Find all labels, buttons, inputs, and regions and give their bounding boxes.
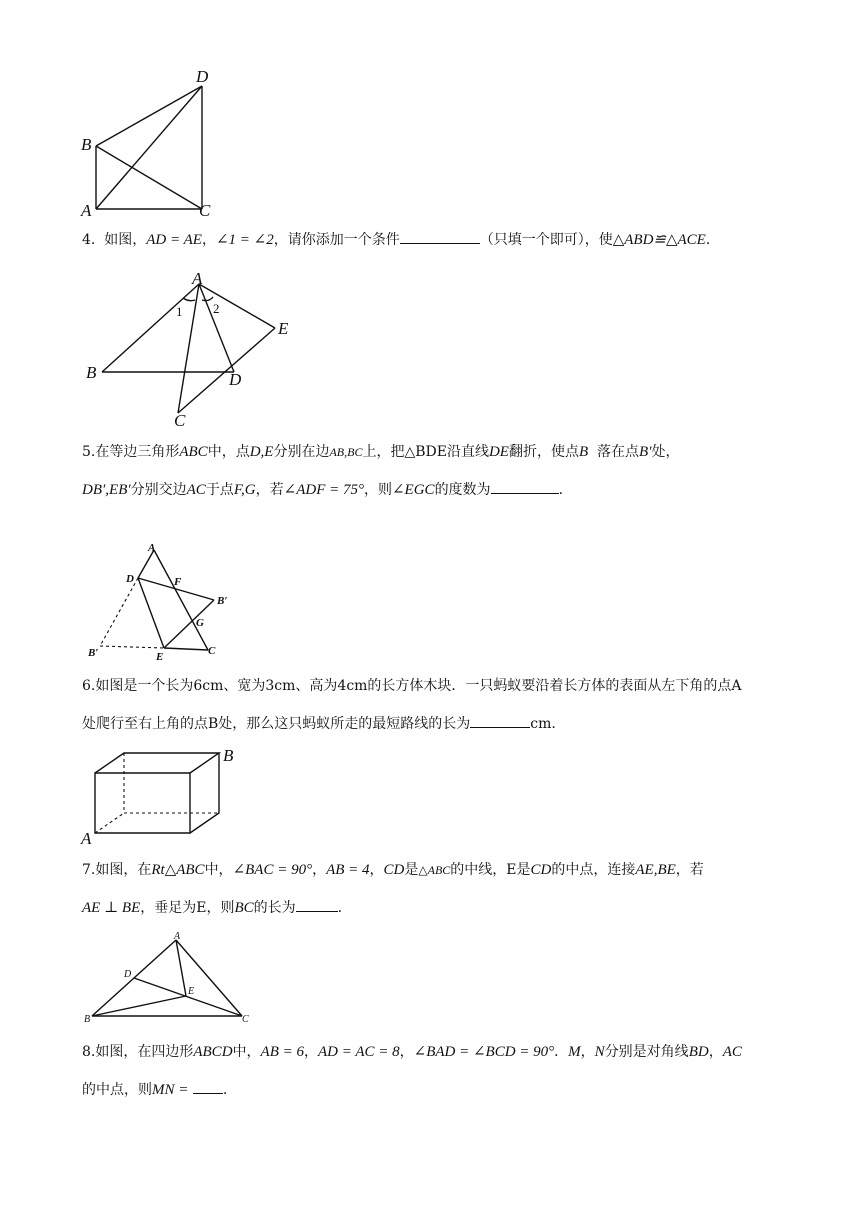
label-c: C: [242, 1014, 249, 1025]
segment-bc: [96, 146, 202, 209]
label-e: E: [156, 651, 164, 663]
label-f: F: [174, 576, 182, 588]
box-right-edges: [190, 753, 219, 833]
answer-blank-q7[interactable]: [296, 897, 338, 912]
answer-blank-q8[interactable]: [193, 1079, 223, 1094]
label-angle-2: 2: [213, 301, 220, 316]
question-5: 5.在等边三角形ABC中，点D,E分别在边AB,BC上，把△BDE沿直线DE翻折，使点B 落在点B′处， DB′,EB′分别交边AC于点F,G，若∠ADF = 75°，则∠EGC的度数为 .: [82, 444, 680, 498]
label-g: G: [196, 617, 204, 629]
segment-ad: [96, 86, 202, 209]
figure-q6: [78, 745, 248, 848]
segment-eb-prime: [164, 600, 214, 648]
question-6: 6.如图是一个长为6cm、宽为3cm、高为4cm的长方体木块．一只蚂蚁要沿着长方体的表面从左下角的点A 处爬行至右上角的点B处，那么这只蚂蚁所走的最短路线的长为 cm.: [82, 678, 742, 732]
label-angle-1: 1: [176, 304, 183, 319]
label-d: D: [126, 573, 134, 585]
label-a: A: [148, 542, 156, 554]
box-front-face: [95, 773, 190, 833]
label-b: B: [86, 363, 97, 382]
label-a: A: [81, 201, 92, 220]
label-c: C: [174, 411, 186, 430]
label-d: D: [124, 969, 132, 980]
label-c: C: [208, 645, 216, 657]
label-b: B: [223, 746, 234, 765]
figure-q3: [78, 62, 228, 222]
figure-q4: [82, 268, 302, 430]
angle-1-arc: [183, 298, 195, 301]
label-a: A: [81, 829, 92, 848]
segment-de: [138, 578, 164, 648]
answer-blank-q4[interactable]: [400, 229, 480, 244]
segment-ad: [199, 284, 234, 372]
label-e: E: [188, 986, 195, 997]
label-b-folded: B′: [88, 647, 99, 659]
answer-blank-q5[interactable]: [491, 479, 559, 494]
label-a: A: [192, 269, 203, 288]
segment-ae: [199, 284, 275, 328]
box-top-edges: [95, 753, 219, 773]
label-b: B: [84, 1014, 91, 1025]
question-8: 8.如图，在四边形ABCD中，AB = 6，AD = AC = 8，∠BAD = ∠BCD = 90°．M，N分别是对角线BD，AC 的中点，则MN = .: [82, 1044, 742, 1098]
hidden-depth-edge: [95, 813, 124, 833]
question-7: 7.如图，在Rt△ABC中，∠BAC = 90°，AB = 4，CD是△ABC的中线，E是CD的中点，连接AE,BE，若 AE ⊥ BE，垂足为E，则BC的长为 .: [82, 862, 704, 916]
segment-ad: [138, 550, 154, 578]
segment-ac: [154, 550, 208, 650]
figure-q7: [80, 930, 260, 1026]
label-e: E: [278, 319, 289, 338]
label-b: B: [81, 135, 92, 154]
segment-be: [92, 996, 186, 1016]
answer-blank-q6[interactable]: [470, 713, 530, 728]
label-b-prime: B′: [217, 595, 228, 607]
question-4: 4. 如图，AD = AE，∠1 = ∠2，请你添加一个条件 （只填一个即可），使△ABD≌△ACE．: [82, 224, 782, 256]
figure-q5: [84, 538, 244, 664]
label-d: D: [229, 370, 242, 389]
segment-bd: [96, 86, 202, 146]
segment-db-folded: [100, 578, 138, 646]
segment-ab: [102, 284, 199, 372]
label-c: C: [199, 201, 211, 220]
segment-ec: [178, 328, 275, 413]
label-d: D: [196, 67, 209, 86]
label-a: A: [174, 931, 181, 942]
segment-ae: [176, 940, 186, 996]
segment-be-folded: [100, 646, 164, 648]
segment-ec: [164, 648, 208, 650]
